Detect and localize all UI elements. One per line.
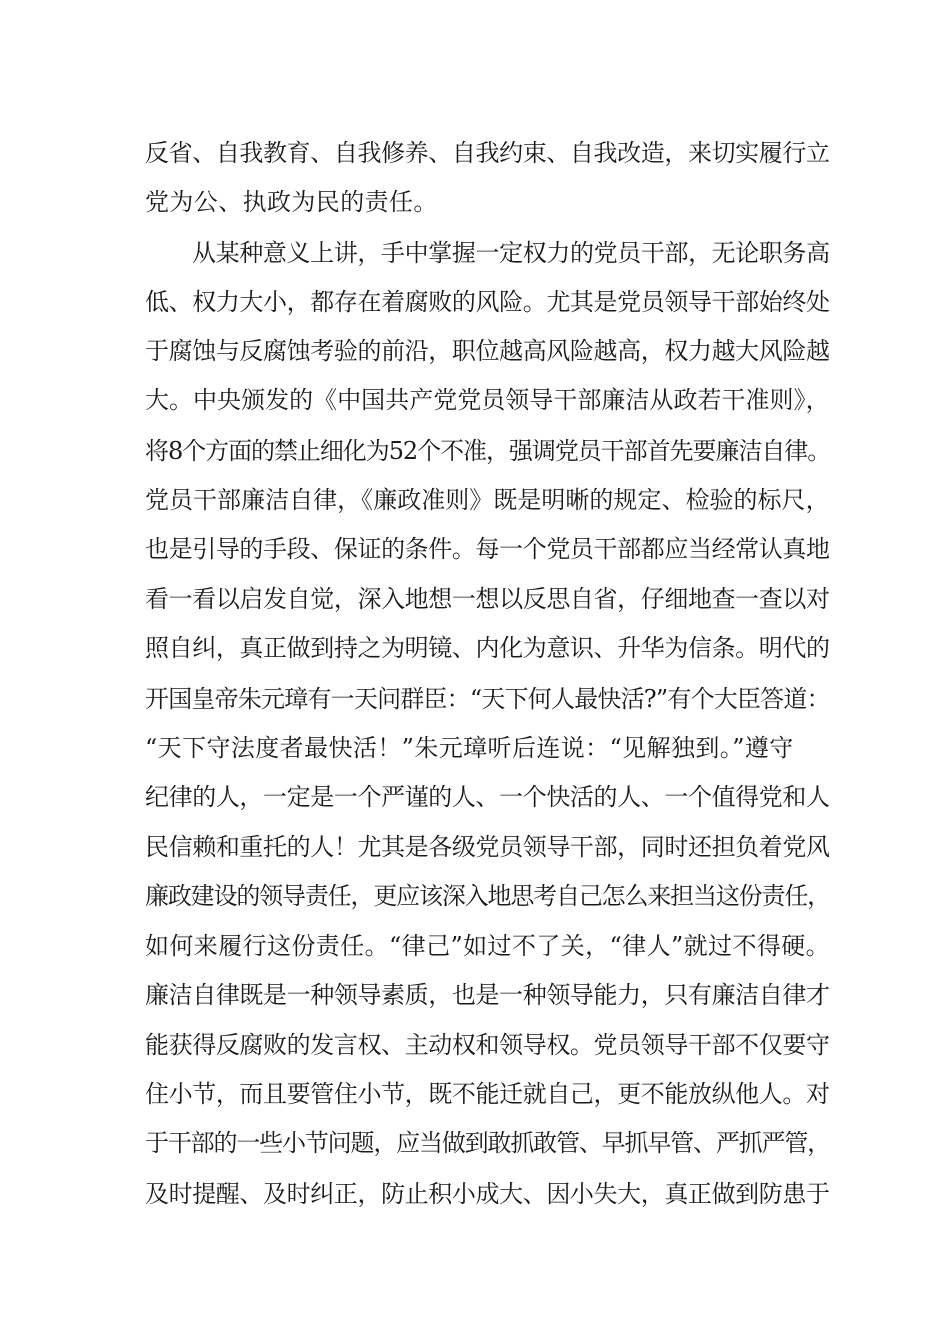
text-line: 照自纠，真正做到持之为明镜、内化为意识、升华为信条。明代的 <box>145 634 830 662</box>
paragraph-first-line: 从某种意义上讲，手中掌握一定权力的党员干部，无论职务高 <box>192 239 830 267</box>
text-line: 党员干部廉洁自律，《廉政准则》既是明晰的规定、检验的标尺， <box>145 486 830 514</box>
text-line: 如何来履行这份责任。“律己”如过不了关，“律人”就过不得硬。 <box>145 932 831 960</box>
text-line: 开国皇帝朱元璋有一天问群臣：“天下何人最快活?”有个大臣答道： <box>145 685 830 713</box>
text-line: 将8个方面的禁止细化为52个不准，强调党员干部首先要廉洁自律。 <box>145 437 831 465</box>
text-line: 及时提醒、及时纠正，防止积小成大、因小失大，真正做到防患于 <box>145 1180 830 1208</box>
text-line: 廉洁自律既是一种领导素质，也是一种领导能力，只有廉洁自律才 <box>145 981 830 1009</box>
text-line: 住小节，而且要管住小节，既不能迁就自己，更不能放纵他人。对 <box>145 1080 830 1108</box>
text-line: 大。中央颁发的《中国共产党党员领导干部廉洁从政若干准则》， <box>145 386 830 414</box>
text-line: 看一看以启发自觉，深入地想一想以反思自省，仔细地查一查以对 <box>145 585 830 613</box>
text-line: 纪律的人，一定是一个严谨的人、一个快活的人、一个值得党和人 <box>145 783 830 811</box>
text-line: 低、权力大小，都存在着腐败的风险。尤其是党员领导干部始终处 <box>145 288 830 316</box>
text-line: 能获得反腐败的发言权、主动权和领导权。党员领导干部不仅要守 <box>145 1031 830 1059</box>
text-line: 民信赖和重托的人！尤其是各级党员领导干部，同时还担负着党风 <box>145 833 830 861</box>
text-line: 反省、自我教育、自我修养、自我约束、自我改造，来切实履行立 <box>145 139 830 167</box>
text-line: 党为公、执政为民的责任。 <box>145 188 438 216</box>
text-line: 也是引导的手段、保证的条件。每一个党员干部都应当经常认真地 <box>145 535 830 563</box>
text-line: 于腐蚀与反腐蚀考验的前沿，职位越高风险越高，权力越大风险越 <box>145 337 830 365</box>
text-line: “天下守法度者最快活！”朱元璋听后连说：“见解独到。”遵守 <box>145 734 794 762</box>
text-line: 于干部的一些小节问题，应当做到敢抓敢管、早抓早管、严抓严管， <box>145 1129 830 1157</box>
text-line: 廉政建设的领导责任，更应该深入地思考自己怎么来担当这份责任， <box>145 882 830 910</box>
